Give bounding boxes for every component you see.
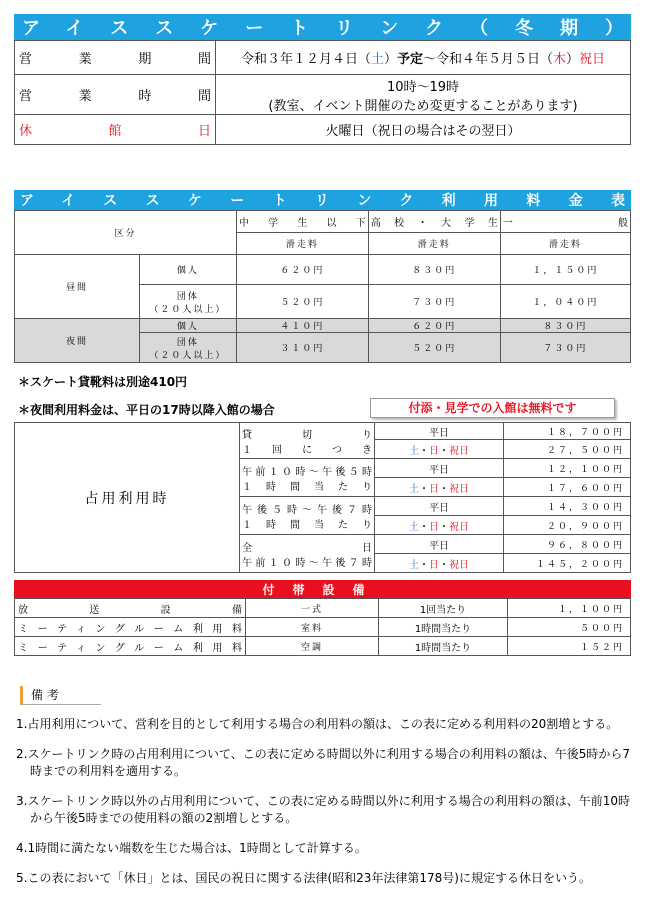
exclusive-row-l2: １回につき — [242, 444, 372, 456]
fee-cell: １，１５０円 — [500, 255, 630, 285]
hours-label: 営業時間 — [19, 89, 211, 104]
fee-cell: ８３０円 — [368, 255, 500, 285]
facility-price: １，１００円 — [508, 599, 631, 618]
facility-name: ミーティングルーム利用料 — [18, 623, 242, 635]
col-header-junior: 中学生以下 — [238, 218, 366, 229]
fee-cell: ９６，８００円 — [504, 535, 631, 554]
facility-type: 一式 — [246, 599, 379, 618]
skate-rental-note: ＊スケート貸靴料は別途410円 — [18, 375, 188, 389]
fee-title-band — [14, 190, 631, 210]
fee-cell: ４１０円 — [236, 319, 368, 333]
fee-cell: １７，６００円 — [504, 478, 631, 497]
exclusive-label: 占用利用時 — [15, 423, 240, 573]
col-header-student: 高校・大学生 — [370, 218, 498, 229]
weekday-label: 平日 — [375, 497, 504, 516]
fee-cell: １４５，２００円 — [504, 554, 631, 573]
hours-table — [14, 40, 631, 145]
group-label: 団体 （２０人以上） — [139, 285, 236, 319]
fee-cell: ７３０円 — [500, 333, 630, 363]
facility-unit: 1回当たり — [379, 599, 508, 618]
fee-cell: ５２０円 — [236, 285, 368, 319]
fee-cell: ６２０円 — [236, 255, 368, 285]
exclusive-row-l1: 午後５時〜午後７時 — [242, 504, 372, 516]
facility-unit: 1時間当たり — [379, 618, 508, 637]
fee-cell: １，０４０円 — [500, 285, 630, 319]
exclusive-row-l1: 午前１０時〜午後５時 — [242, 466, 372, 478]
remarks-list — [16, 716, 636, 887]
fee-cell: ６２０円 — [368, 319, 500, 333]
remarks-title: 備考 — [31, 688, 64, 702]
remarks-heading — [20, 686, 101, 705]
facility-price: ５００円 — [508, 618, 631, 637]
period-label: 営業期間 — [19, 52, 211, 67]
fee-cell: ５２０円 — [368, 333, 500, 363]
individual-label: 個人 — [139, 319, 236, 333]
facility-name: 放送設備 — [18, 604, 242, 616]
fee-title: アイススケートリンク利用料金表 — [20, 193, 625, 209]
facilities-table — [14, 598, 631, 656]
fee-table — [14, 210, 631, 363]
holiday-label: 土・日・祝日 — [375, 554, 504, 573]
sub-header: 滑走料 — [500, 233, 630, 255]
sub-header: 滑走料 — [368, 233, 500, 255]
exclusive-row-l2: 午前１０時〜午後７時 — [242, 557, 372, 569]
holiday-label: 土・日・祝日 — [375, 478, 504, 497]
facility-unit: 1時間当たり — [379, 637, 508, 656]
remark-item: 5.この表において「休日」とは、国民の祝日に関する法律(昭和23年法律第178号)に規定する休日をいう。 — [16, 871, 591, 885]
night-label: 夜間 — [15, 319, 140, 363]
weekday-label: 平日 — [375, 459, 504, 478]
holiday-label: 土・日・祝日 — [375, 516, 504, 535]
category-label: 区分 — [114, 229, 137, 239]
facilities-title: 付帯設備 — [262, 582, 383, 597]
sub-header: 滑走料 — [236, 233, 368, 255]
free-entry-badge: 付添・見学での入館は無料です — [370, 398, 615, 418]
winter-title: アイススケートリンク（冬期） — [22, 18, 623, 39]
exclusive-row-l1: 貸切り — [242, 429, 372, 441]
exclusive-row-l1: 全日 — [242, 542, 372, 554]
exclusive-row-l2: １時間当たり — [242, 519, 372, 531]
weekday-label: 平日 — [375, 535, 504, 554]
closed-label: 休館日 — [19, 124, 211, 139]
fee-cell: １２，１００円 — [504, 459, 631, 478]
holiday-label: 土・日・祝日 — [375, 440, 504, 459]
group-label: 団体 （２０人以上） — [139, 333, 236, 363]
closed-value: 火曜日（祝日の場合はその翌日） — [216, 115, 631, 145]
night-fee-note: ＊夜間利用料金は、平日の17時以降入館の場合 — [18, 403, 275, 417]
remark-item: 1.占用利用について、営利を目的として利用する場合の利用料の額は、この表に定める利用料の20割増とする。 — [16, 717, 619, 731]
individual-label: 個人 — [139, 255, 236, 285]
remark-item: 2.スケートリンク時の占用利用について、この表に定める時間以外に利用する場合の利用料の額は、午後5時から7時までの利用料を適用する。 — [16, 747, 631, 778]
fee-cell: ３１０円 — [236, 333, 368, 363]
facility-name: ミーティングルーム利用料 — [18, 642, 242, 654]
remark-item: 4.1時間に満たない端数を生じた場合は、1時間として計算する。 — [16, 841, 367, 855]
weekday-label: 平日 — [375, 423, 504, 440]
col-header-adult: 一般 — [502, 218, 628, 229]
exclusive-row-l2: １時間当たり — [242, 481, 372, 493]
fee-cell: １４，３００円 — [504, 497, 631, 516]
fee-cell: １８，７００円 — [504, 423, 631, 440]
facilities-title-band — [14, 580, 631, 598]
fee-cell: ８３０円 — [500, 319, 630, 333]
facility-price: １５２円 — [508, 637, 631, 656]
exclusive-table — [14, 422, 631, 573]
facility-type: 室料 — [246, 618, 379, 637]
period-value: 令和３年１２月４日（土）予定〜令和４年５月５日（木）祝日 — [216, 41, 631, 75]
winter-title-band — [14, 14, 631, 40]
hours-value: 10時〜19時 (教室、イベント開催のため変更することがあります) — [216, 75, 631, 115]
fee-cell: ２７，５００円 — [504, 440, 631, 459]
fee-cell: ２０，９００円 — [504, 516, 631, 535]
facility-type: 空調 — [246, 637, 379, 656]
day-label: 昼間 — [15, 255, 140, 319]
remark-item: 3.スケートリンク時以外の占用利用について、この表に定める時間以外に利用する場合の利用料の額は、午前10時から午後5時までの使用料の額の2割増しとする。 — [16, 794, 631, 825]
fee-cell: ７３０円 — [368, 285, 500, 319]
